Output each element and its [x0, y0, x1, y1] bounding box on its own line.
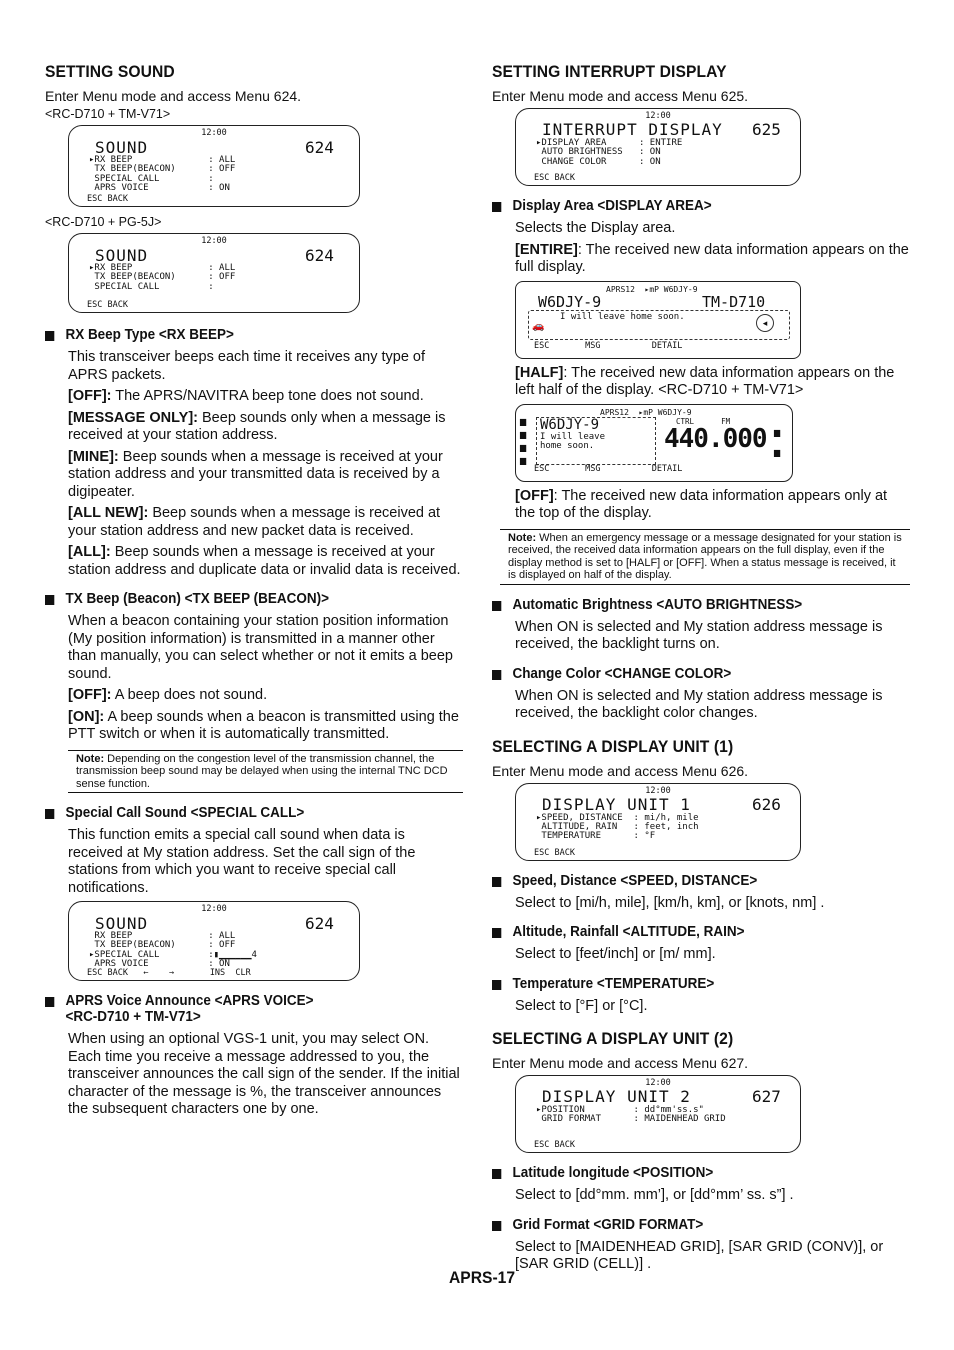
- section-title-interrupt-display: SETTING INTERRUPT DISPLAY: [492, 62, 727, 81]
- paragraph: This function emits a special call sound when data is received at My station address. Set the call sign of the stations from which you want to receive special call notifications.: [68, 827, 416, 896]
- option-off: [OFF]: The APRS/NAVITRA beep tone does not sound.: [68, 388, 424, 404]
- option-all-new: [ALL NEW]: Beep sounds when a message is received at your station address and new packet data is received.: [68, 505, 441, 539]
- message-frame: [528, 310, 790, 340]
- lcd-tags: CTRL FM: [676, 416, 731, 426]
- lcd-screen-interrupt: [515, 108, 801, 186]
- paragraph: When ON is selected and My station address message is received, the backlight turns on.: [515, 618, 883, 652]
- note-box: Note: When an emergency message or a message designated for your station is received, the received data information appears on the full display, even if the display method is set to [HALF] or [OFF]. When a status message is received, it is displayed on half of the display.: [500, 529, 910, 585]
- lcd-menu-number: 624: [305, 246, 334, 265]
- lcd-screen-special-call: [68, 901, 360, 981]
- option-off: [OFF]: The received new data information appears only at the top of the display.: [515, 487, 888, 521]
- option-half: [HALF]: The received new data information appears on the left half of the display. <RC-D710 + TM-V71>: [515, 364, 895, 398]
- special-call-body: [68, 827, 463, 897]
- lcd-status-line: APRS12 ▸mP W6DJY-9: [600, 407, 692, 417]
- aprs-voice-body: [68, 1031, 463, 1119]
- paragraph: Select to [mi/h, mile], [km/h, km], or [knots, nm] .: [515, 894, 825, 911]
- side-keys-right: ▆ ▆: [774, 427, 781, 457]
- lcd-screen-sound-pg5j: [68, 233, 360, 313]
- paragraph: Select to [°F] or [°C].: [515, 997, 648, 1014]
- lcd-footer: ESC BACK: [534, 173, 575, 183]
- compass-icon: ◂: [756, 314, 774, 332]
- temperature-body: [515, 998, 910, 1016]
- subheading-tx-beep: TX Beep (Beacon) <TX BEEP (BEACON)>: [45, 591, 434, 607]
- paragraph: When ON is selected and My station address message is received, the backlight color changes.: [515, 687, 883, 721]
- paragraph: This transceiver beeps each time it receives any type of APRS packets.: [68, 349, 426, 383]
- lcd-menu-number: 625: [752, 120, 781, 139]
- caption: <RC-D710 + TM-V71>: [45, 107, 171, 121]
- lcd-callsign: W6DJY-9: [538, 292, 602, 311]
- lcd-clock: 12:00: [201, 128, 227, 138]
- option-all: [ALL]: Beep sounds when a message is received at your station address and duplicate data or invalid data is received.: [68, 544, 461, 578]
- lcd-status-line: APRS12 ▸mP W6DJY-9: [606, 284, 698, 294]
- section-title-setting-sound: SETTING SOUND: [45, 62, 175, 81]
- bullet-square-icon: [45, 331, 54, 341]
- lcd-frequency: 440.000: [664, 423, 767, 454]
- bullet-square-icon: [492, 980, 501, 990]
- lcd-footer: ESC BACK ← → INS CLR: [87, 968, 251, 978]
- note-box: Note: Depending on the congestion level of the transmission channel, the transmission beep sound may be delayed when using the internal TNC DCD sense function.: [68, 750, 463, 794]
- subheading-change-color: Change Color <CHANGE COLOR>: [492, 666, 881, 682]
- speed-body: [515, 895, 910, 913]
- bullet-square-icon: [492, 601, 501, 611]
- right-column: [492, 62, 910, 1278]
- lcd-model: TM-D710: [702, 292, 766, 311]
- option-on: [ON]: A beep sounds when a beacon is transmitted using the PTT switch or when it is automatically transmitted.: [68, 708, 459, 742]
- lcd-title: SOUND: [95, 914, 149, 933]
- lcd-footer: ESC BACK: [534, 1140, 575, 1150]
- lcd-screen-sound: [68, 125, 360, 207]
- display-area-body: [515, 220, 910, 523]
- subheading-rx-beep: RX Beep Type <RX BEEP>: [45, 327, 434, 343]
- intro-text: Enter Menu mode and access Menu 626.: [492, 762, 749, 779]
- lcd-message: I will leave home soon.: [540, 431, 606, 451]
- lcd-rows: ▸DISPLAY AREA : ENTIRE AUTO BRIGHTNESS : ON CHANGE COLOR : ON: [536, 138, 683, 167]
- lcd-menu-number: 626: [752, 794, 781, 814]
- lcd-clock: 12:00: [645, 785, 671, 796]
- bullet-square-icon: [492, 877, 501, 887]
- subheading-temperature: Temperature <TEMPERATURE>: [492, 976, 881, 992]
- bullet-square-icon: [492, 670, 501, 680]
- lcd-footer: ESC BACK: [534, 847, 575, 858]
- subheading-aprs-voice: APRS Voice Announce <APRS VOICE> <RC-D710 + TM-V71>: [45, 993, 434, 1025]
- lcd-clock: 12:00: [645, 111, 671, 121]
- paragraph: Selects the Display area.: [515, 220, 676, 236]
- option-message-only: [MESSAGE ONLY]: Beep sounds only when a message is received at your station address.: [68, 409, 446, 443]
- lcd-rows: ▸POSITION : dd°mm'ss.s" GRID FORMAT : MAIDENHEAD GRID: [536, 1105, 726, 1125]
- paragraph: Select to [MAIDENHEAD GRID], [SAR GRID (CONV)], or [SAR GRID (CELL)] .: [515, 1238, 884, 1272]
- lcd-clock: 12:00: [201, 904, 227, 914]
- auto-brightness-body: [515, 619, 910, 654]
- bullet-square-icon: [45, 809, 54, 819]
- lcd-screen-entire: [515, 281, 801, 359]
- paragraph: Select to [feet/inch] or [m/ mm].: [515, 946, 716, 962]
- subheading-display-area: Display Area <DISPLAY AREA>: [492, 198, 881, 214]
- page-number: APRS-17: [449, 1268, 516, 1287]
- grid-body: [515, 1239, 910, 1274]
- change-color-body: [515, 688, 910, 723]
- rx-beep-body: [68, 349, 463, 579]
- side-keys: ▆ ▆ ▆ ▆: [520, 416, 527, 465]
- lcd-rows: RX BEEP : ALL TX BEEP(BEACON) : OFF ▸SPECIAL CALL :▮▁▁▁▁▁▁4 APRS VOICE : ON: [89, 931, 257, 969]
- lcd-footer: ESC MSG DETAIL: [534, 341, 683, 351]
- subheading-position: Latitude longitude <POSITION>: [492, 1165, 881, 1181]
- paragraph: When a beacon containing your station position information (My position information) is transmitted in a manner other than manually, you can select whether or not it emits a beep sound.: [68, 613, 454, 682]
- lcd-footer: ESC BACK: [87, 194, 128, 204]
- bullet-square-icon: [45, 595, 54, 605]
- lcd-screen-unit2: [515, 1075, 801, 1153]
- intro-text: Enter Menu mode and access Menu 625.: [492, 88, 749, 104]
- bullet-square-icon: [492, 1221, 501, 1231]
- section-title-display-unit-1: SELECTING A DISPLAY UNIT (1): [492, 736, 734, 756]
- lcd-footer: ESC MSG DETAIL: [534, 464, 683, 474]
- option-off: [OFF]: A beep does not sound.: [68, 687, 268, 703]
- lcd-rows: ▸RX BEEP : ALL TX BEEP(BEACON) : OFF SPECIAL CALL : APRS VOICE : ON: [89, 155, 236, 193]
- lcd-clock: 12:00: [645, 1078, 671, 1088]
- altitude-body: [515, 946, 910, 964]
- lcd-menu-number: 624: [305, 138, 334, 157]
- lcd-screen-unit1: [515, 783, 801, 861]
- section-title-display-unit-2: SELECTING A DISPLAY UNIT (2): [492, 1029, 734, 1048]
- lcd-title: SOUND: [95, 138, 149, 157]
- caption: <RC-D710 + PG-5J>: [45, 215, 162, 229]
- position-body: [515, 1187, 910, 1205]
- lcd-screen-half: [515, 404, 793, 482]
- subheading-special-call: Special Call Sound <SPECIAL CALL>: [45, 805, 434, 821]
- lcd-message: I will leave home soon.: [560, 311, 685, 322]
- intro-text: Enter Menu mode and access Menu 627.: [492, 1055, 749, 1071]
- lcd-menu-number: 624: [305, 914, 334, 933]
- paragraph: Select to [dd°mm. mm’], or [dd°mm’ ss. s”] .: [515, 1187, 794, 1203]
- lcd-callsign: W6DJY-9: [540, 416, 600, 433]
- lcd-title: DISPLAY UNIT 1: [542, 794, 691, 814]
- lcd-rows: ▸SPEED, DISTANCE : mi/h, mile ALTITUDE, RAIN : feet, inch TEMPERATURE : °F: [536, 812, 699, 842]
- subheading-grid-format: Grid Format <GRID FORMAT>: [492, 1217, 881, 1233]
- bullet-square-icon: [492, 928, 501, 938]
- lcd-menu-number: 627: [752, 1087, 781, 1106]
- car-icon: 🚗: [532, 320, 545, 332]
- subheading-auto-brightness: Automatic Brightness <AUTO BRIGHTNESS>: [492, 597, 881, 613]
- bullet-square-icon: [492, 1169, 501, 1179]
- intro-text: Enter Menu mode and access Menu 624.: [45, 88, 302, 104]
- lcd-title: INTERRUPT DISPLAY: [542, 120, 723, 139]
- paragraph: When using an optional VGS-1 unit, you may select ON. Each time you receive a message addressed to you, the transceiver announces the call sign of the sender. If the initial character of the message is %, the transceiver announces the subsequent characters one by one.: [68, 1031, 460, 1117]
- option-mine: [MINE]: Beep sounds when a message is received at your station address and your transmitted data is received by a digipeater.: [68, 448, 443, 500]
- subheading-altitude-rain: Altitude, Rainfall <ALTITUDE, RAIN>: [492, 924, 881, 940]
- lcd-rows: ▸RX BEEP : ALL TX BEEP(BEACON) : OFF SPECIAL CALL :: [89, 263, 236, 292]
- subheading-speed-distance: Speed, Distance <SPEED, DISTANCE>: [492, 873, 881, 889]
- bullet-square-icon: [45, 997, 54, 1007]
- option-entire: [ENTIRE]: The received new data information appears on the full display.: [515, 241, 909, 275]
- lcd-title: DISPLAY UNIT 2: [542, 1087, 691, 1106]
- bullet-square-icon: [492, 202, 501, 212]
- left-column: [45, 62, 463, 1123]
- tx-beep-body: [68, 613, 463, 744]
- lcd-title: SOUND: [95, 246, 149, 265]
- lcd-footer: ESC BACK: [87, 300, 128, 310]
- lcd-clock: 12:00: [201, 236, 227, 246]
